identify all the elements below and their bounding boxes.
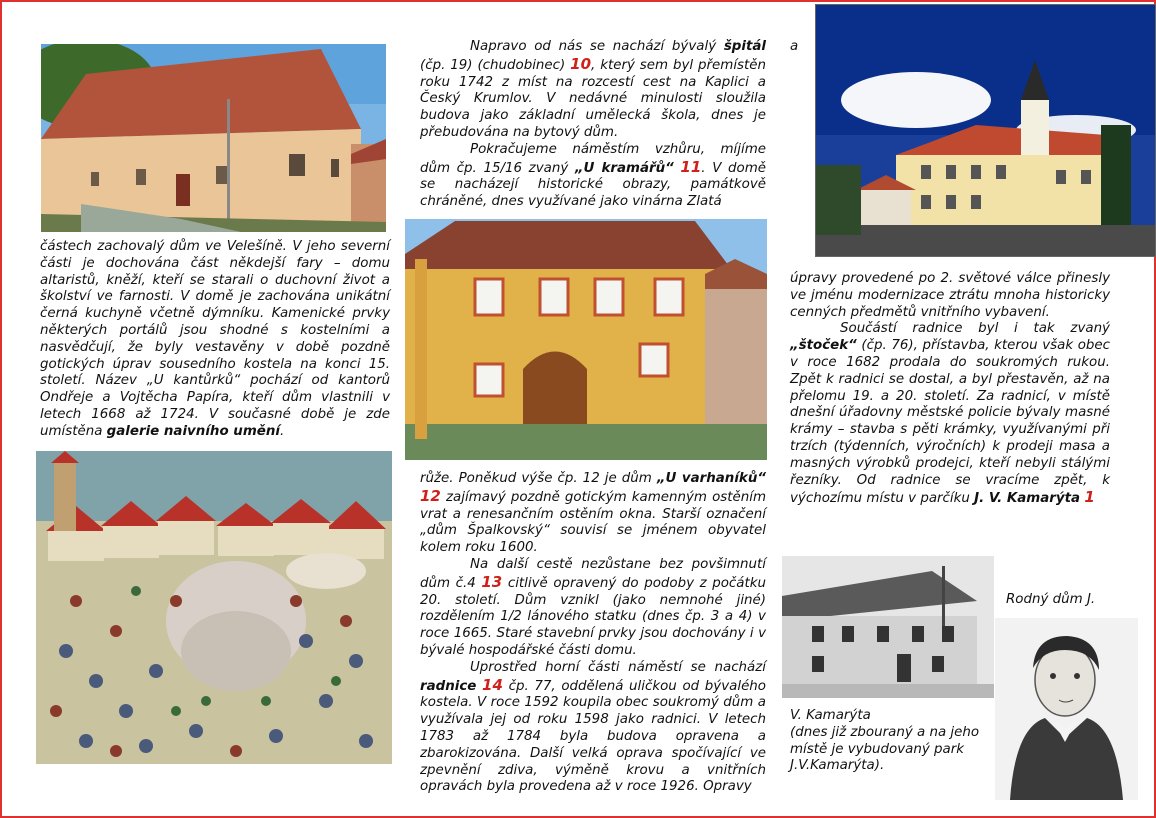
house4-paragraph: Na další cestě nezůstane bez povšimnutí dům č.4 13 citlivě opravený do podoby z počátku 20. století. Dům vznikl (jako nemnohé jiné) rozdělením 1/2 lánového statku (dnes čp. 3 a 4) v roce 1665. Staré stavební prvky jsou dochovány i v bývalé hospodářské části domu. bbox=[420, 556, 766, 658]
stocek-paragraph: Součástí radnice byl i tak zvaný „štoček“ (čp. 76), přístavba, kterou však obec v roce 1682 prodala do soukromých rukou. Zpět k radnici se dostal, a byl přestavěn, až na přelomu 19. a 20. století. Za radnicí, v místě dnešní úřadovny městské policie bývaly masné krámy – stavba s pěti krámky, využívanými při trzích (týdenních, výročních) k prodeji masa a masných výrobků prodejci, kteří nebyli stálými řezníky. Od radnice se vracíme zpět, k výchozímu místu v parčíku J. V. Kamarýta 1 bbox=[790, 321, 1110, 507]
fara-house-photo bbox=[41, 44, 386, 232]
col1-paragraph: částech zachovalý dům ve Velešíně. V jeho severní části je dochována část někdejší fary – domu altaristů, kněží, kteří se starali o duchovní život a školství ve farnosti. V domě je zachována unikátní černá kuchyně včetně dýmníku. Kamenické prvky některých portálů jsou shodné s kostelními a nasvědčují, že byly vestavěny v době pozdně gotických úprav sousedního kostela na konci 15. století. Název „U kantůrků“ pochází od kantorů Ondřeje a Vojtěcha Papíra, kteří dům vlastnili v letech 1668 až 1724. V současné době je zde umístěna galerie naivního umění. bbox=[40, 239, 390, 439]
caption-line3: (dnes již zbouraný a na jeho místě je vybudovaný park J.V.Kamarýta). bbox=[790, 724, 980, 774]
yellow-house-photo bbox=[405, 219, 767, 460]
caption-line2: V. Kamarýta bbox=[790, 708, 871, 723]
marker-11: 11 bbox=[680, 157, 702, 176]
col1-text bbox=[40, 239, 390, 441]
radnice-paragraph: Uprostřed horní části náměstí se nachází radnice 14 čp. 77, oddělená uličkou od bývalého kostela. V roce 1592 koupila obec soukromý dům a využívala jej od roku 1598 jako radnici. V letech 1783 až 1784 byla budova opravena a zbarokizována. Další velká oprava spočívající ve zpevnění zdiva, výměně krovu a vnitřních opravách byla provedena až v roce 1926. Opravy bbox=[420, 659, 766, 795]
caption-line1: Rodný dům J. bbox=[1006, 592, 1096, 607]
caption-block bbox=[790, 708, 990, 775]
birth-house-photo bbox=[782, 556, 994, 698]
col3-a-letter: a bbox=[790, 39, 799, 54]
marker-14: 14 bbox=[482, 675, 503, 694]
naive-painting bbox=[36, 451, 392, 764]
varhaniku-paragraph: růže. Poněkud výše čp. 12 je dům „U varhaníků“ 12 zajímavý pozdně gotickým kamenným ostěním vrat a renesančním ostěním okna. Starší označení „dům Špalkovský“ souvisí se jménem obyvatel kolem roku 1600. bbox=[420, 471, 766, 556]
marker-13: 13 bbox=[481, 572, 503, 591]
marker-1: 1 bbox=[1084, 488, 1095, 507]
portrait-engraving bbox=[995, 618, 1138, 800]
col2-text-top bbox=[420, 39, 766, 211]
marker-12: 12 bbox=[420, 486, 441, 505]
marker-10: 10 bbox=[570, 54, 592, 73]
town-hall-photo bbox=[815, 4, 1156, 257]
col2-text-bottom bbox=[420, 471, 766, 796]
upravy-paragraph: úpravy provedené po 2. světové válce přinesly ve jménu modernizace ztrátu mnoha historicky cenných předmětů vnitřního vybavení. bbox=[790, 271, 1110, 320]
gallery-name: galerie naivního umění bbox=[106, 423, 280, 439]
kramaru-paragraph: Pokračujeme náměstím vzhůru, míjíme dům čp. 15/16 zvaný „U kramářů“ 11. V domě se nacházejí historické obrazy, památkově chráněné, dnes využívané jako vinárna Zlatá bbox=[420, 141, 766, 210]
spital-paragraph: Napravo od nás se nachází bývalý špitál (čp. 19) (chudobinec) 10, který sem byl přemístěn roku 1742 z míst na rozcestí cest na Kaplici a Český Krumlov. V nedávné minulosti sloužila budova jako základní umělecká škola, dnes je přebudována na bytový dům. bbox=[420, 39, 766, 140]
col3-text bbox=[790, 271, 1110, 508]
